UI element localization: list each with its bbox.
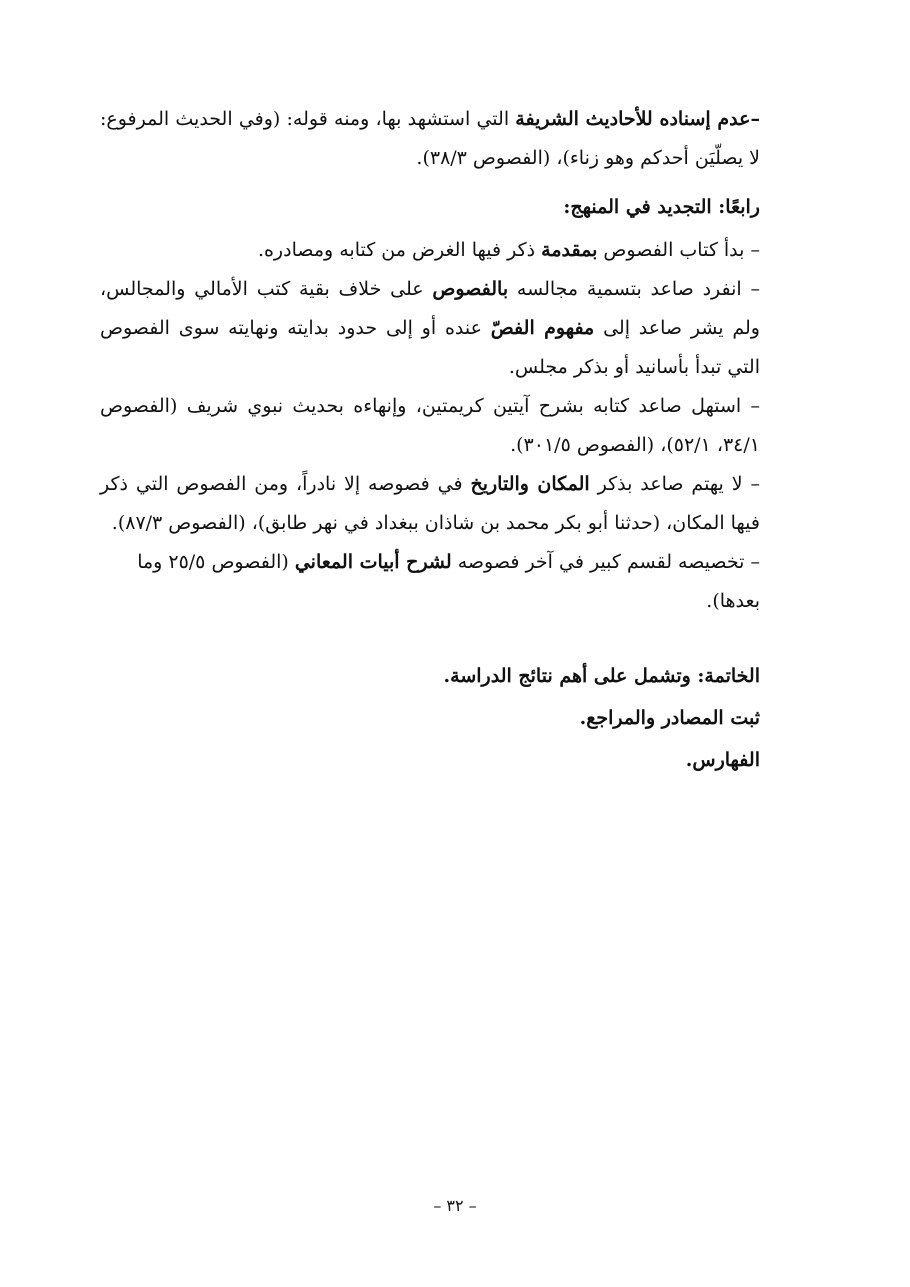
sources-line: ثبت المصادر والمراجع. [579, 707, 760, 729]
list-item [100, 543, 760, 621]
conclusion-section [100, 655, 760, 781]
conclusion-text: وتشمل على أهم نتائج الدراسة. [443, 665, 691, 687]
item-dash: – [741, 395, 760, 417]
bold-phrase: بالفصوص [432, 278, 509, 300]
item-text: على خلاف بقية كتب الأمالي والمجالس، ولم يشر صاعد إلى [100, 278, 760, 339]
item-text: بدأ كتاب الفصوص [597, 239, 745, 261]
paragraph-text: التي استشهد بها، ومنه قوله: (وفي الحديث المرفوع: لا يصلّيَن أحدكم وهو زناء)، (الفصوص ٣٨/٣). [100, 108, 760, 169]
bold-phrase: لشرح أبيات المعاني [294, 551, 452, 573]
item-dash: – [744, 551, 760, 573]
list-item [100, 387, 760, 465]
methodology-list [100, 231, 760, 621]
item-text: لا يهتم صاعد بذكر [589, 473, 743, 495]
lack-of-isnad-paragraph [100, 100, 760, 178]
item-text: انفرد صاعد بتسمية مجالسه [508, 278, 742, 300]
conclusion-label: الخاتمة: [690, 665, 760, 687]
item-dash: – [744, 239, 760, 261]
list-item [100, 465, 760, 543]
list-item [100, 270, 760, 387]
item-text: عنده أو إلى حدود بدايته ونهايته سوى الفصوص التي تبدأ بأسانيد أو بذكر مجلس. [100, 317, 760, 378]
item-text: تخصيصه لقسم كبير في آخر فصوصه [451, 551, 745, 573]
bold-phrase: بمقدمة [541, 239, 598, 261]
item-dash: – [741, 278, 760, 300]
page-body [100, 100, 760, 781]
item-text: ذكر فيها الغرض من كتابه ومصادره. [257, 239, 542, 261]
page-number: – ٣٢ – [433, 1196, 477, 1215]
list-item [100, 231, 760, 270]
item-text: استهل صاعد كتابه بشرح آيتين كريمتين، وإنهاءه بحديث نبوي شريف (الفصوص ٣٤/١، ٥٢/١)، (الفصوص ٣٠١/٥). [100, 395, 760, 456]
item-text: في فصوصه إلا نادراً، ومن الفصوص التي ذكر فيها المكان، (حدثنا أبو بكر محمد بن شاذان ببغداد في نهر طابق)، (الفصوص ٨٧/٣). [100, 473, 760, 534]
item-dash: – [742, 473, 760, 495]
bold-phrase: المكان والتاريخ [470, 473, 590, 495]
bold-phrase: عدم إسناده للأحاديث الشريفة [515, 108, 751, 130]
item-text: (الفصوص ٢٥/٥ وما بعدها). [137, 551, 760, 612]
indexes-line: الفهارس. [685, 749, 760, 771]
conclusion-line [100, 655, 760, 697]
section-heading: رابعًا: التجديد في المنهج: [563, 196, 760, 218]
bold-phrase: مفهوم الفصّ [490, 317, 595, 339]
item-dash: – [750, 108, 760, 130]
